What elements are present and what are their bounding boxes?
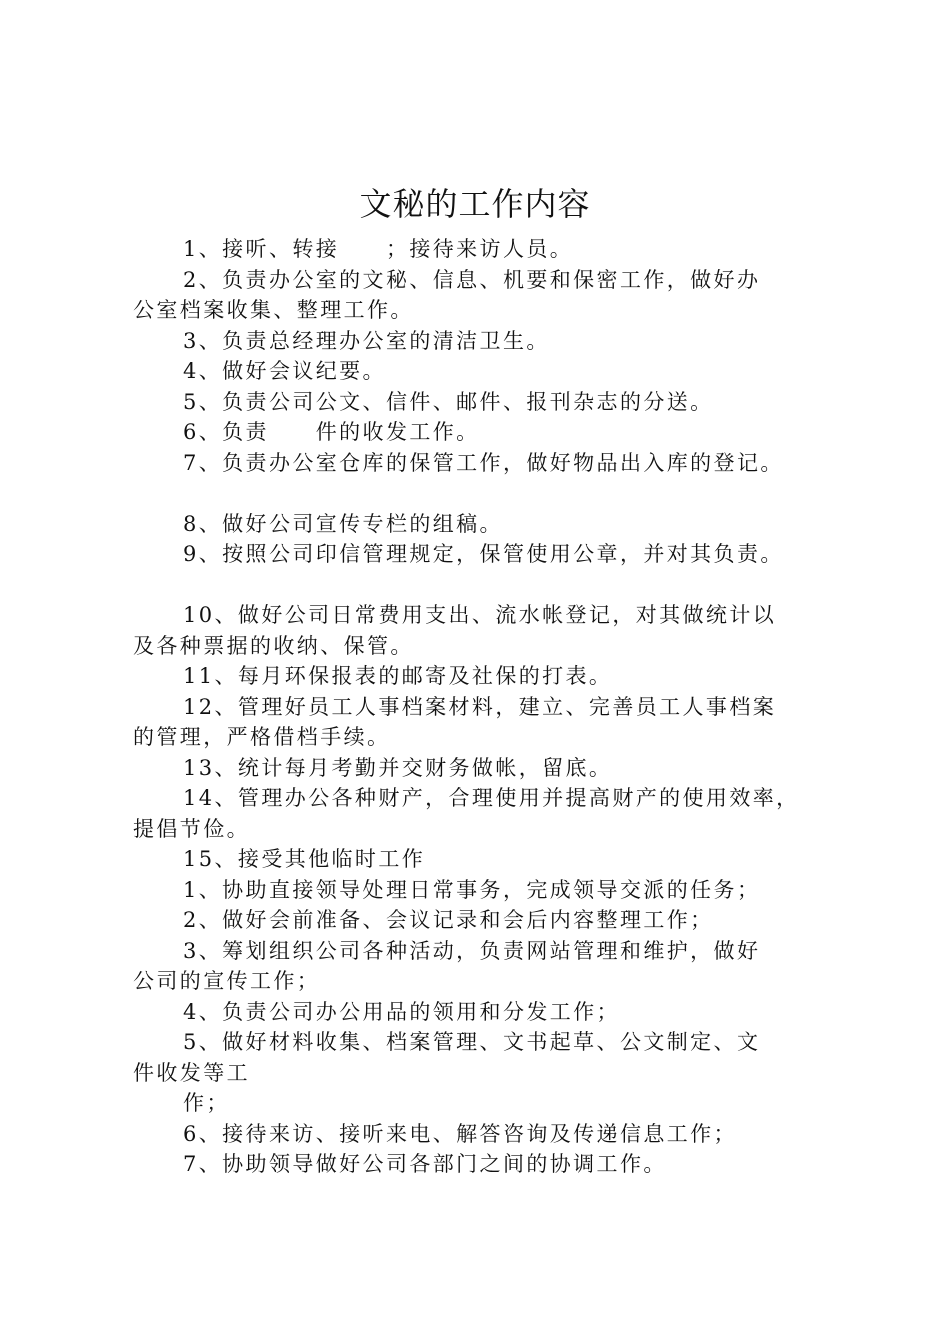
paragraph-line: 13、统计每月考勤并交财务做帐，留底。 (183, 755, 613, 780)
paragraph-line: 提倡节俭。 (133, 816, 250, 841)
paragraph-line: 公司的宣传工作； (133, 969, 321, 993)
paragraph-line: 4、负责公司办公用品的领用和分发工作； (183, 999, 620, 1024)
paragraph-line: 2、做好会前准备、会议记录和会后内容整理工作； (183, 908, 714, 932)
paragraph-line: 4、做好会议纪要。 (183, 359, 386, 383)
paragraph-line: 的管理，严格借档手续。 (133, 725, 391, 749)
document-body (133, 234, 833, 1180)
paragraph-line: 14、管理办公各种财产，合理使用并提高财产的使用效率， (183, 786, 800, 810)
blank-line (133, 570, 833, 601)
paragraph-line: 15、接受其他临时工作 (183, 847, 426, 871)
paragraph-line: 1、接听、转接 ；接待来访人员。 (183, 237, 574, 261)
paragraph-line: 7、负责办公室仓库的保管工作，做好物品出入库的登记。 (183, 450, 784, 475)
paragraph-line: 10、做好公司日常费用支出、流水帐登记，对其做统计以 (183, 603, 777, 627)
paragraph-line: 5、做好材料收集、档案管理、文书起草、公文制定、文 (183, 1030, 761, 1054)
paragraph-line: 5、负责公司公文、信件、邮件、报刊杂志的分送。 (183, 389, 714, 414)
paragraph-line: 3、筹划组织公司各种活动，负责网站管理和维护，做好 (183, 938, 761, 963)
paragraph-line: 12、管理好员工人事档案材料，建立、完善员工人事档案 (183, 694, 777, 719)
paragraph-line: 件收发等工 (133, 1060, 250, 1085)
paragraph-line: 7、协助领导做好公司各部门之间的协调工作。 (183, 1152, 667, 1176)
paragraph-line: 8、做好公司宣传专栏的组稿。 (183, 511, 503, 536)
paragraph-line: 6、负责 件的收发工作。 (183, 420, 480, 444)
page-title: 文秘的工作内容 (359, 185, 591, 223)
paragraph-line: 1、协助直接领导处理日常事务，完成领导交派的任务； (183, 877, 761, 902)
paragraph-line: 6、接待来访、接听来电、解答咨询及传递信息工作； (183, 1121, 737, 1146)
paragraph-line: 2、负责办公室的文秘、信息、机要和保密工作，做好办 (183, 267, 761, 292)
paragraph-line: 作； (183, 1091, 230, 1115)
paragraph-line: 11、每月环保报表的邮寄及社保的打表。 (183, 664, 613, 688)
paragraph-line: 3、负责总经理办公室的清洁卫生。 (183, 328, 550, 353)
paragraph-line: 及各种票据的收纳、保管。 (133, 633, 414, 658)
blank-line (133, 478, 833, 509)
paragraph-line: 9、按照公司印信管理规定，保管使用公章，并对其负责。 (183, 542, 784, 566)
paragraph-line: 公室档案收集、整理工作。 (133, 298, 414, 322)
